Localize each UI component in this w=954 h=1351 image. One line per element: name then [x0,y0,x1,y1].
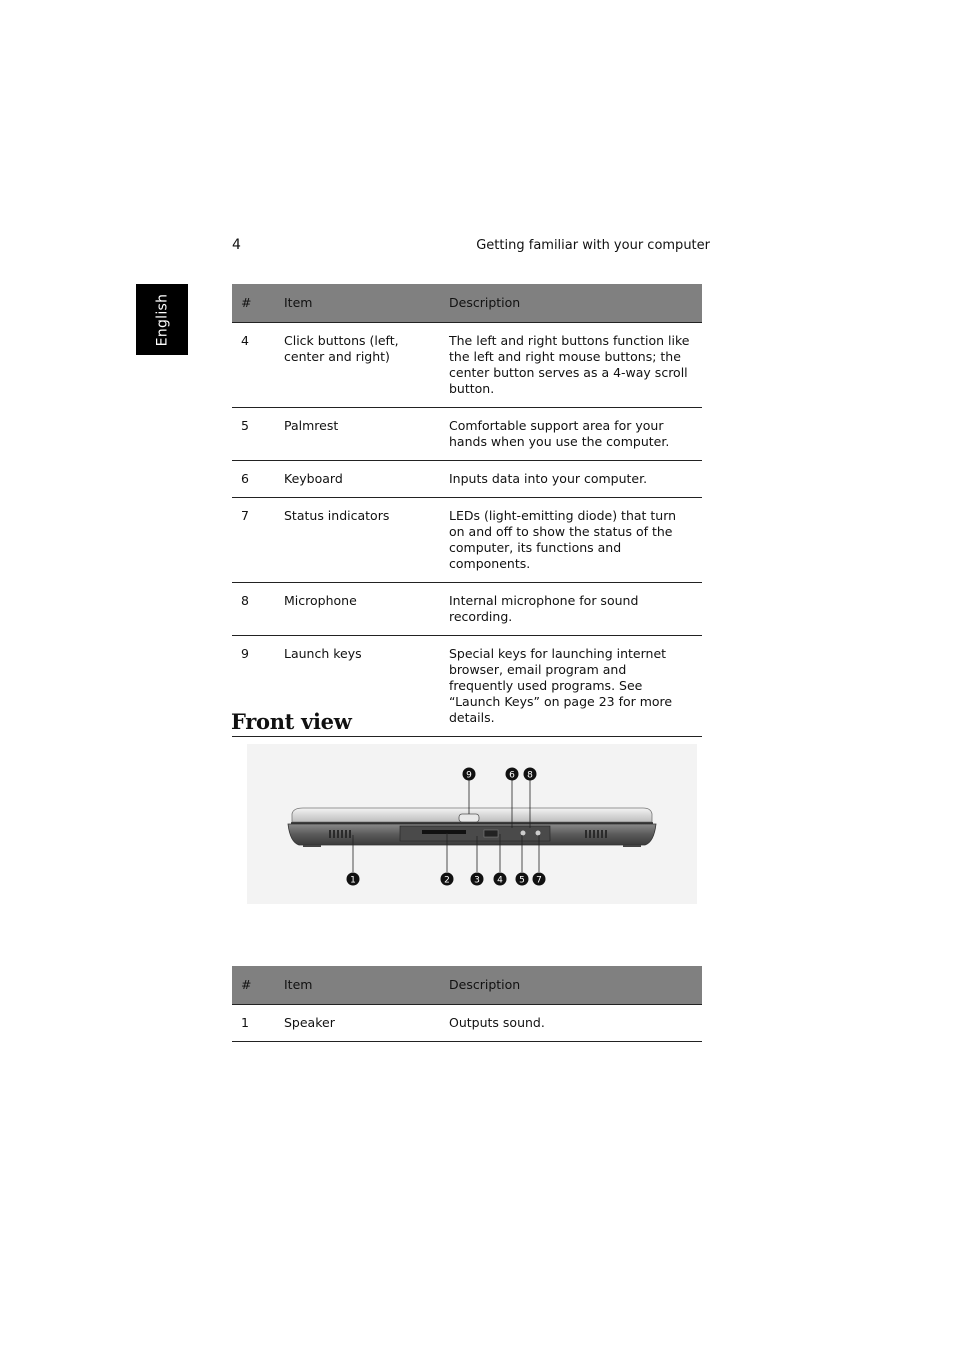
row-description: Inputs data into your computer. [440,461,702,498]
row-item: Palmrest [275,408,440,461]
section-heading: Front view [231,709,352,734]
audio-jack-in [521,831,526,836]
table-row [232,498,702,583]
column-header-number: # [232,966,275,1005]
row-number: 7 [232,498,275,583]
table-row [232,1005,702,1042]
row-item: Launch keys [275,636,440,737]
row-number: 8 [232,583,275,636]
table-header-row [232,966,702,1005]
audio-jack-out [536,831,541,836]
column-header-number: # [232,284,275,323]
callout-3 [471,873,484,886]
row-description: LEDs (light-emitting diode) that turn on and off to show the status of the computer, its functions and components. [440,498,702,583]
column-header-item: Item [275,966,440,1005]
ir-port [422,830,466,834]
running-header: Getting familiar with your computer [476,238,710,253]
row-description: Internal microphone for sound recording. [440,583,702,636]
row-item: Click buttons (left, center and right) [275,323,440,408]
row-description: Special keys for launching internet browser, email program and frequently used programs. See “Launch Keys” on page 23 for more details. [440,636,702,737]
row-item: Keyboard [275,461,440,498]
callout-2 [441,873,454,886]
latch [459,814,479,822]
svg-text:8: 8 [527,770,533,781]
callout-8 [524,768,537,781]
svg-text:5: 5 [519,875,525,886]
table-row [232,461,702,498]
component-table-front [232,966,702,1042]
page-number: 4 [232,237,241,253]
row-number: 9 [232,636,275,737]
row-item: Microphone [275,583,440,636]
callout-1 [347,873,360,886]
svg-text:1: 1 [350,875,356,886]
callout-7 [533,873,546,886]
table-header-row [232,284,702,323]
power-switch [484,830,498,837]
svg-text:9: 9 [466,770,472,781]
callout-4 [494,873,507,886]
language-tab-label: English [154,293,170,346]
callout-5 [516,873,529,886]
row-item: Status indicators [275,498,440,583]
svg-text:3: 3 [474,875,480,886]
column-header-description: Description [440,966,702,1005]
front-view-figure [247,744,697,904]
language-tab [136,284,188,355]
row-number: 5 [232,408,275,461]
row-number: 4 [232,323,275,408]
svg-text:2: 2 [444,875,450,886]
svg-text:6: 6 [509,770,515,781]
row-description: The left and right buttons function like the left and right mouse buttons; the center button serves as a 4-way scroll button. [440,323,702,408]
column-header-description: Description [440,284,702,323]
table-row [232,408,702,461]
component-table-top [232,284,702,737]
row-description: Outputs sound. [440,1005,702,1042]
row-number: 1 [232,1005,275,1042]
row-number: 6 [232,461,275,498]
row-description: Comfortable support area for your hands when you use the computer. [440,408,702,461]
callout-9 [463,768,476,781]
table-row [232,323,702,408]
row-item: Speaker [275,1005,440,1042]
column-header-item: Item [275,284,440,323]
svg-text:7: 7 [536,875,542,886]
callout-6 [506,768,519,781]
laptop-front-illustration [247,744,697,904]
table-row [232,583,702,636]
svg-text:4: 4 [497,875,503,886]
